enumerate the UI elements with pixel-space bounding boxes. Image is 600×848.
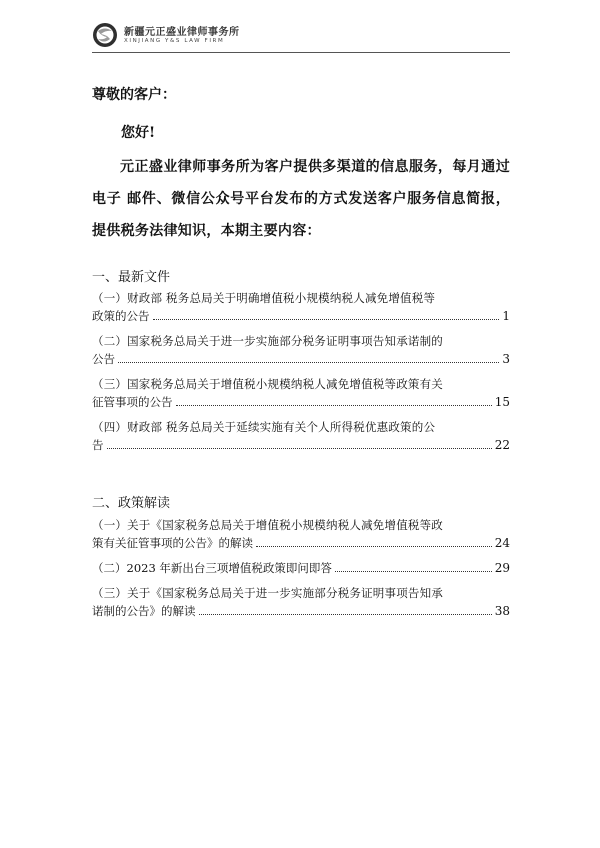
toc-entry-title-cont: 告: [92, 438, 104, 452]
toc-page-number: 29: [494, 561, 510, 575]
firm-name-en: XINJIANG Y&S LAW FIRM: [124, 38, 225, 44]
toc-entry-title: （四）财政部 税务总局关于延续实施有关个人所得税优惠政策的公: [92, 420, 436, 434]
firm-name-cn: 新疆元正盛业律师事务所: [124, 27, 240, 38]
toc-leader-dots: [118, 362, 499, 363]
toc-entry-title: （一）关于《国家税务总局关于增值税小规模纳税人减免增值税等政: [92, 518, 443, 532]
greeting: 您好!: [121, 125, 156, 141]
toc-entry[interactable]: [92, 584, 510, 620]
toc-leader-dots: [107, 448, 492, 449]
firm-logo-icon: [92, 22, 118, 48]
intro-paragraph: 元正盛业律师事务所为客户提供多渠道的信息服务，每月通过电子 邮件、微信公众号平台发布的方式发送客户服务信息简报，提供税务法律知识，本期主要内容：: [92, 159, 510, 239]
toc-entry-title: （二）2023 年新出台三项增值税政策即问即答: [92, 561, 332, 575]
toc-entry-title-cont: 策有关征管事项的公告》的解读: [92, 536, 253, 550]
toc-entry-title-cont: 诺制的公告》的解读: [92, 604, 196, 618]
section-title-latest-documents: 一、最新文件: [92, 270, 171, 285]
toc-page-number: 1: [502, 309, 510, 323]
toc-page-number: 3: [502, 352, 510, 366]
toc-entry[interactable]: [92, 332, 510, 368]
toc-leader-dots: [335, 571, 492, 572]
toc-entry[interactable]: [92, 375, 510, 411]
toc-leader-dots: [153, 319, 500, 320]
toc-leader-dots: [176, 405, 492, 406]
toc-leader-dots: [199, 614, 492, 615]
toc-entry[interactable]: [92, 559, 510, 577]
salutation: 尊敬的客户：: [92, 87, 176, 103]
toc-list-latest-documents: [92, 289, 510, 461]
toc-entry-title-cont: 公告: [92, 352, 115, 366]
toc-entry[interactable]: [92, 516, 510, 552]
toc-page-number: 22: [494, 438, 510, 452]
toc-page-number: 15: [494, 395, 510, 409]
page-header: [90, 18, 510, 52]
toc-leader-dots: [256, 546, 492, 547]
toc-entry-title-cont: 征管事项的公告: [92, 395, 173, 409]
toc-page-number: 24: [494, 536, 510, 550]
header-divider: [92, 52, 510, 53]
toc-entry-title: （三）关于《国家税务总局关于进一步实施部分税务证明事项告知承: [92, 586, 443, 600]
toc-entry-title: （二）国家税务总局关于进一步实施部分税务证明事项告知承诺制的: [92, 334, 443, 348]
toc-page-number: 38: [494, 604, 510, 618]
toc-list-policy-interpretation: [92, 516, 510, 627]
toc-entry-title: （一）财政部 税务总局关于明确增值税小规模纳税人减免增值税等: [92, 291, 436, 305]
toc-entry-title: （三）国家税务总局关于增值税小规模纳税人减免增值税等政策有关: [92, 377, 443, 391]
toc-entry[interactable]: [92, 289, 510, 325]
toc-entry[interactable]: [92, 418, 510, 454]
toc-entry-title-cont: 政策的公告: [92, 309, 150, 323]
section-title-policy-interpretation: 二、政策解读: [92, 496, 171, 511]
